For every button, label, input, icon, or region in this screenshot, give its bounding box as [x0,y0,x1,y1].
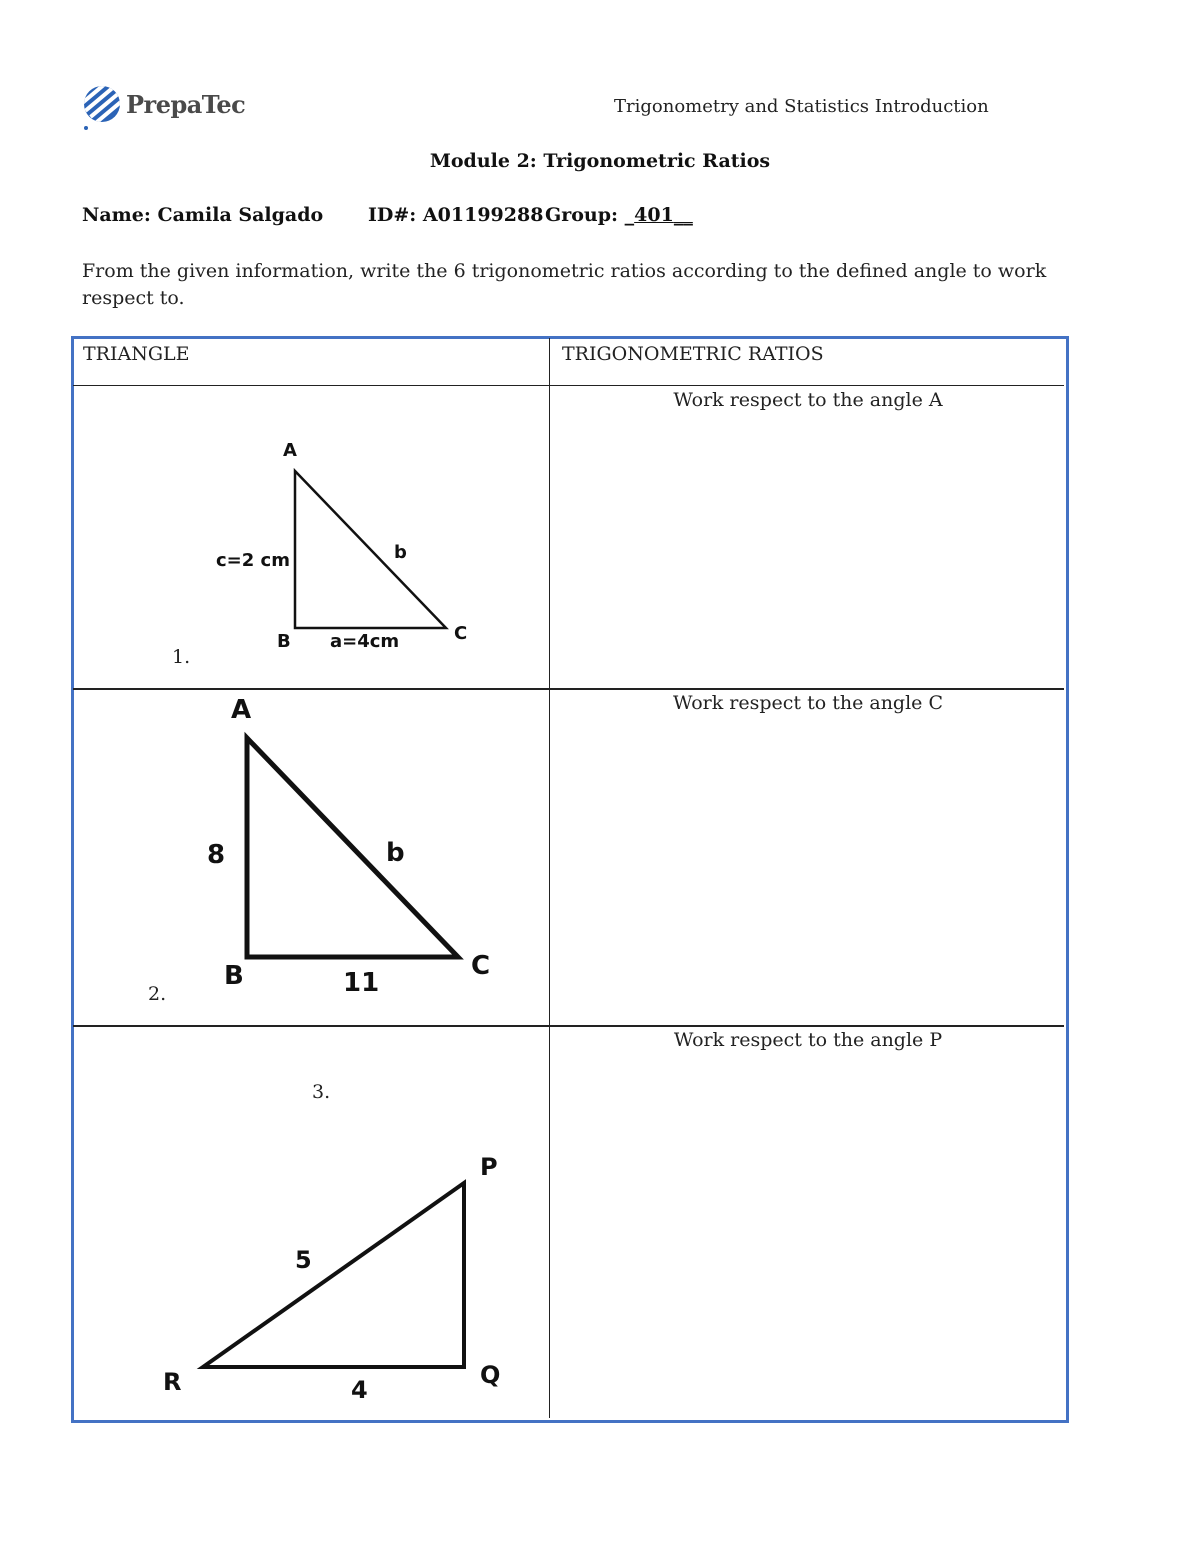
triangle-1-side-a: a=4cm [330,631,400,652]
work-angle-a: Work respect to the angle A [673,389,943,411]
triangle-2-vertex-a: A [231,695,252,725]
header-triangle: TRIANGLE [83,343,190,365]
triangle-3-vertex-r: R [163,1368,182,1396]
group-value: 401 [634,204,674,226]
work-angle-p: Work respect to the angle P [673,1029,943,1051]
triangle-2-vertex-b: B [224,961,244,991]
row-3-number: 3. [312,1081,331,1103]
triangle-1-vertex-b: B [277,631,291,652]
group-prefix: Group: _ [545,204,635,226]
triangle-2-side-bc: 11 [343,968,380,998]
triangle-1-vertex-c: C [454,623,468,644]
triangle-1-side-b: b [394,542,407,563]
group-suffix: __ [673,204,693,226]
triangle-2-side-ab: 8 [207,840,226,870]
triangle-2 [247,738,458,957]
student-id: ID#: A01199288 [368,204,544,226]
row-2-number: 2. [148,983,167,1005]
work-angle-c: Work respect to the angle C [672,692,943,714]
triangle-3-vertex-q: Q [480,1361,501,1389]
module-title: Module 2: Trigonometric Ratios [429,150,771,172]
course-title: Trigonometry and Statistics Introduction [614,96,989,117]
triangle-3-side-rq: 4 [351,1376,368,1404]
triangle-2-side-b: b [386,838,405,868]
triangle-1 [295,471,446,628]
logo-text: PrepaTec [126,89,246,119]
triangle-3 [203,1183,464,1367]
triangle-1-side-c: c=2 cm [216,550,290,571]
triangle-1-vertex-a: A [283,440,297,461]
student-name: Name: Camila Salgado [82,204,324,226]
triangle-3-vertex-p: P [480,1153,498,1181]
triangle-3-side-rp: 5 [295,1246,312,1274]
row-1-number: 1. [172,646,191,668]
header-trig-ratios: TRIGONOMETRIC RATIOS [562,343,824,365]
instructions: From the given information, write the 6 trigonometric ratios according to the defined angle to work respect to. [82,260,1047,309]
triangle-2-vertex-c: C [471,951,491,981]
